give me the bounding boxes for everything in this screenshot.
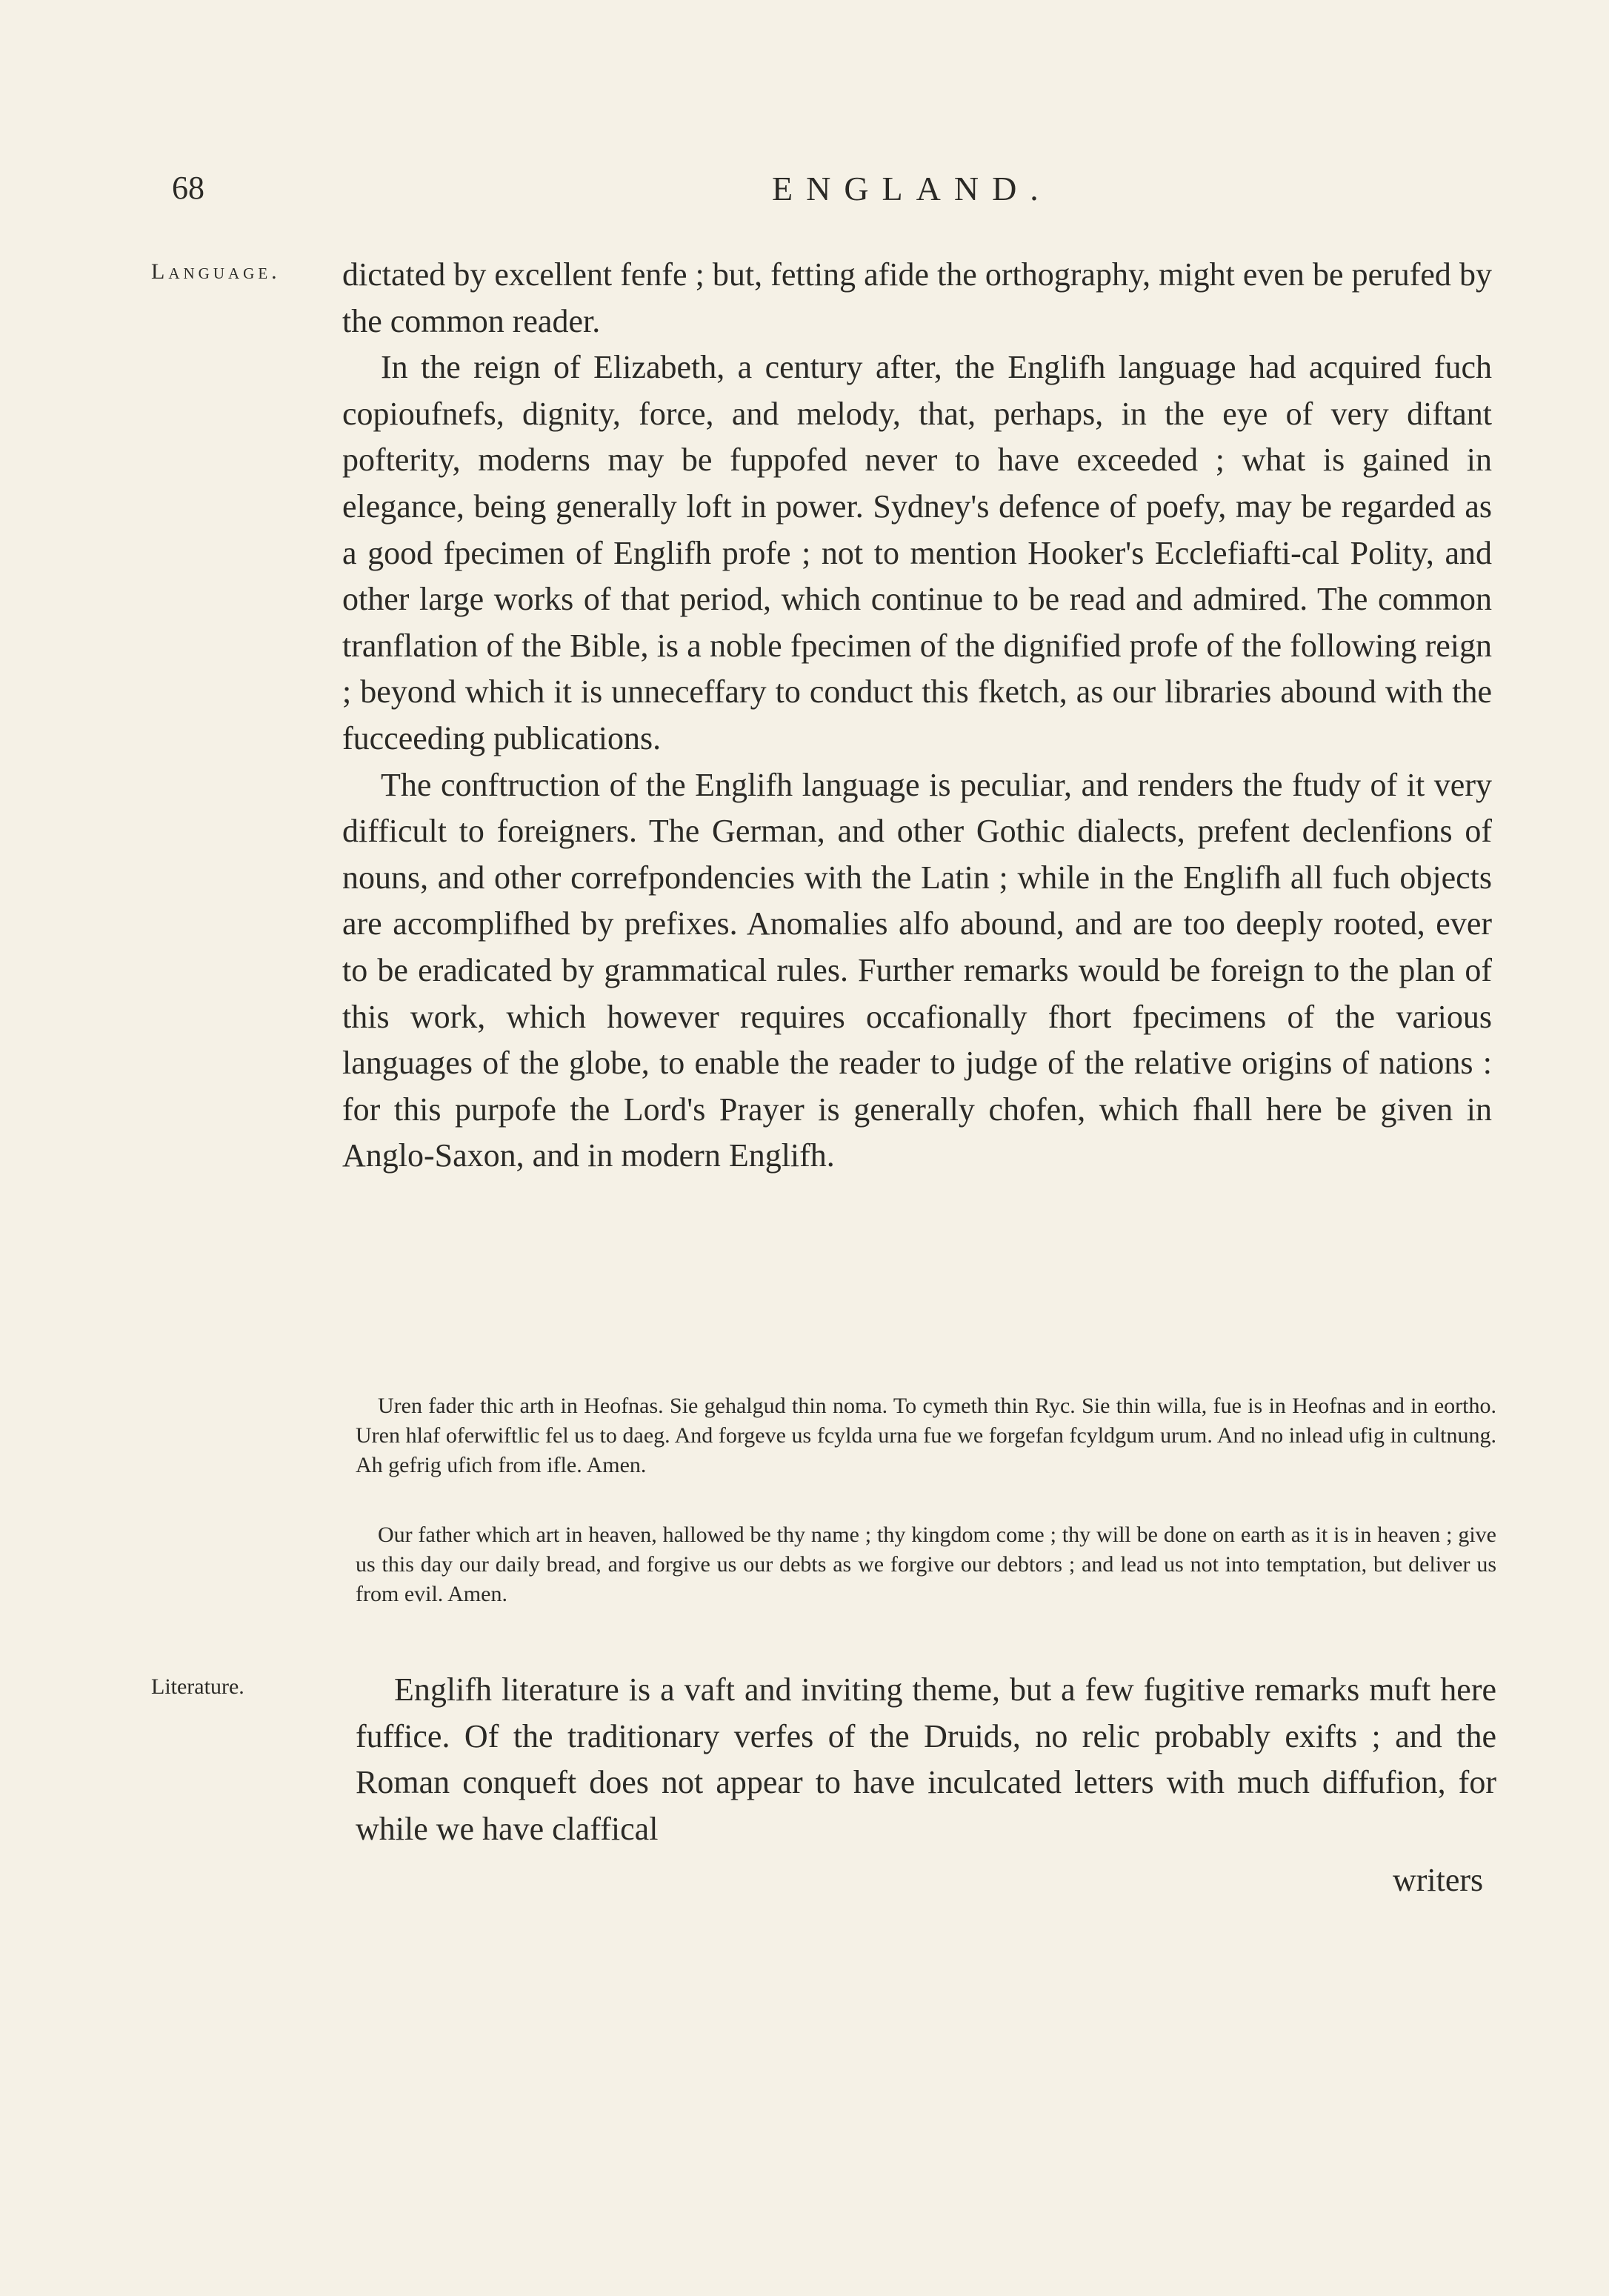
page-number: 68 bbox=[172, 170, 204, 206]
paragraph-construction: The conftruction of the Englifh language is peculiar, and renders the ftudy of it very difficult to foreigners. The German, and other Gothic dialects, prefent declenfions of nouns, and other correfpondencies with the Latin ; while in the Englifh all fuch objects are accomplifhed by prefixes. Anomalies alfo abound, and are too deeply rooted, ever to be eradicated by grammatical rules. Further remarks would be foreign to the plan of this work, which however requires occafionally fhort fpecimens of the various languages of the globe, to enable the reader to judge of the relative origins of nations : for this purpofe the Lord's Prayer is generally chofen, which fhall here be given in Anglo-Saxon, and in modern Englifh. bbox=[342, 766, 1492, 1174]
page-header bbox=[172, 169, 1505, 221]
lords-prayer-anglo-saxon bbox=[356, 1391, 1496, 1480]
running-title: ENGLAND. bbox=[772, 170, 1052, 207]
catchword: writers bbox=[1393, 1862, 1484, 1898]
paragraph-continuation: dictated by excellent fenfe ; but, fetting afide the orthography, might even be perufed by the common reader. bbox=[342, 256, 1492, 339]
language-section bbox=[342, 252, 1492, 1179]
lords-prayer-modern bbox=[356, 1520, 1496, 1609]
literature-section bbox=[356, 1667, 1496, 1852]
margin-note-language: Language. bbox=[151, 259, 281, 284]
paragraph-elizabeth: In the reign of Elizabeth, a century after, the Englifh language had acquired fuch copioufnefs, dignity, force, and melody, that, perhaps, in the eye of very diftant pofterity, moderns may be fuppofed never to have exceeded ; what is gained in elegance, being generally loft in power. Sydney's defence of poefy, may be regarded as a good fpecimen of Englifh profe ; not to mention Hooker's Ecclefiafti-cal Polity, and other large works of that period, which continue to be read and admired. The common tranflation of the Bible, is a noble fpecimen of the dignified profe of the following reign ; beyond which it is unneceffary to conduct this fketch, as our libraries abound with the fucceeding publications. bbox=[342, 349, 1492, 756]
prayer-modern-text: Our father which art in heaven, hallowed be thy name ; thy kingdom come ; thy will be done on earth as it is in heaven ; give us this day our daily bread, and forgive us our debts as we forgive our debtors ; and lead us not into temptation, but deliver us from evil. Amen. bbox=[356, 1523, 1496, 1606]
prayer-anglo-saxon-text: Uren fader thic arth in Heofnas. Sie gehalgud thin noma. To cymeth thin Ryc. Sie thin willa, fue is in Heofnas and in eortho. Uren hlaf oferwiftlic fel us to daeg. And forgeve us fcylda urna fue we forgefan fcyldgum urum. And no inlead ufig in cultnung. Ah gefrig ufich from ifle. Amen. bbox=[356, 1394, 1496, 1477]
margin-note-literature: Literature. bbox=[151, 1674, 244, 1699]
paragraph-literature: Englifh literature is a vaft and inviting theme, but a few fugitive remarks muft here fuffice. Of the traditionary verfes of the Druids, no relic probably exifts ; and the Roman conqueft does not appear to have inculcated letters with much diffufion, for while we have claffical bbox=[356, 1671, 1496, 1847]
